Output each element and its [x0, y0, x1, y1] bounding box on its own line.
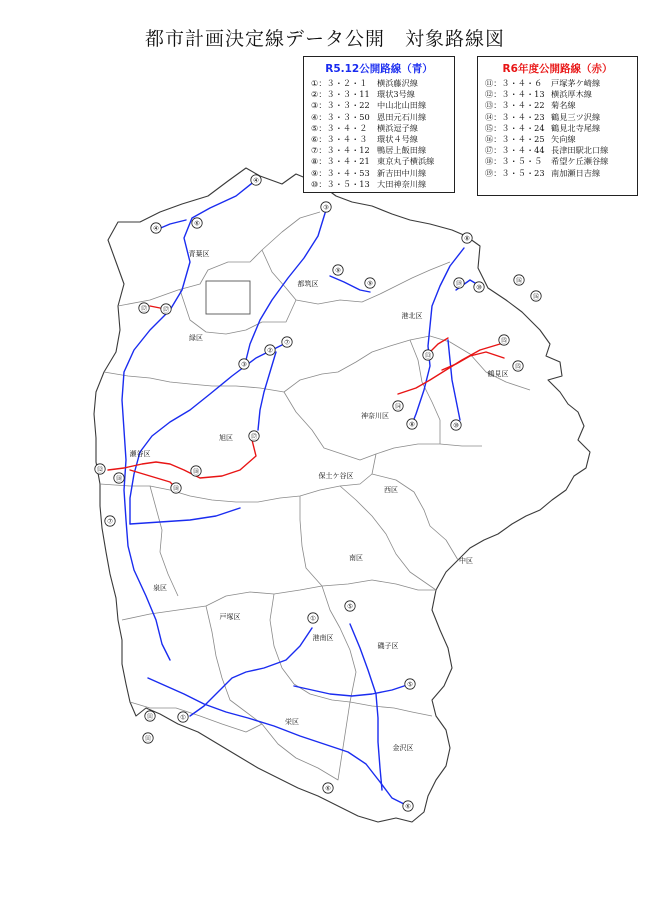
legend-route-name: 環状3号線: [377, 89, 415, 100]
legend-route-name: 希望ケ丘瀬谷線: [551, 156, 609, 167]
route-number-marker: [191, 466, 201, 476]
ward-label: 緑区: [189, 334, 203, 342]
legend-code: ⑫：３・４・13: [485, 89, 545, 100]
route-number-label: ⑤: [407, 680, 413, 689]
legend-code: ⑬：３・４・22: [485, 100, 545, 111]
route-number-marker: [249, 431, 259, 441]
route-number-label: ⑰: [250, 432, 258, 441]
route-number-marker: [403, 801, 413, 811]
legend-blue-routes: [303, 56, 455, 193]
legend-item: [485, 168, 637, 179]
route-number-label: ⑮: [500, 336, 508, 345]
route-number-marker: [239, 359, 249, 369]
legend-code: ⑭：３・４・23: [485, 111, 545, 122]
route-number-marker: [251, 175, 261, 185]
route-number-label: ①: [180, 713, 186, 722]
route-number-label: ⑩: [476, 283, 482, 292]
legend-route-name: 鶴見三ツ沢線: [551, 111, 601, 122]
legend-code: ⑰：３・４・44: [485, 145, 545, 156]
route-number-marker: [192, 218, 202, 228]
legend-route-name: 横浜厚木線: [551, 89, 592, 100]
route-number-label: ⑥: [194, 219, 200, 228]
route-number-label: ⑦: [284, 338, 290, 347]
ward-label: 中区: [459, 557, 473, 565]
route-number-label: ⑥: [325, 784, 331, 793]
route-number-marker: [145, 711, 155, 721]
route-number-marker: [308, 613, 318, 623]
legend-route-name: 菊名線: [551, 100, 576, 111]
route-number-marker: [139, 303, 149, 313]
route-number-label: ④: [253, 176, 259, 185]
route-number-label: ⑯: [515, 276, 523, 285]
legend-route-name: 鴨居上飯田線: [377, 145, 427, 156]
legend-route-name: 南加瀬日吉線: [551, 167, 601, 178]
route-number-marker: [393, 401, 403, 411]
route-number-label: ⑦: [107, 517, 113, 526]
legend-route-name: 長津田駅北口線: [551, 145, 609, 156]
legend-code: ②：３・３・11: [311, 89, 370, 100]
route-number-label: ②: [267, 346, 273, 355]
legend-item: [311, 78, 454, 89]
route-number-label: ④: [153, 224, 159, 233]
legend-item: [485, 145, 637, 156]
route-number-marker: [333, 265, 343, 275]
route-number-label: ⑰: [140, 304, 148, 313]
legend-route-name: 横浜逗子線: [377, 122, 418, 133]
route-number-label: ③: [241, 360, 247, 369]
route-number-marker: [323, 783, 333, 793]
route-number-label: ⑭: [394, 402, 402, 411]
route-number-marker: [95, 464, 105, 474]
legend-route-name: 新吉田中川線: [377, 167, 427, 178]
route-number-marker: [474, 282, 484, 292]
ward-label: 青葉区: [188, 250, 210, 258]
route-number-label: ⑱: [172, 484, 180, 493]
legend-code: ⑥：３・４・３: [311, 134, 368, 145]
legend-route-name: 戸塚茅ケ崎線: [551, 78, 601, 88]
legend-item: [311, 134, 454, 145]
route-number-label: ⑨: [335, 266, 341, 275]
route-number-marker: [151, 223, 161, 233]
ward-label: 港北区: [401, 312, 423, 320]
legend-route-name: 矢向線: [551, 134, 576, 145]
route-number-label: ⑲: [455, 279, 463, 288]
legend-red-heading: R6年度公開路線（赤）: [502, 63, 613, 75]
route-number-label: ⑮: [514, 362, 522, 371]
route-number-marker: [265, 345, 275, 355]
route-number-label: ⑪: [144, 734, 152, 743]
legend-route-name: 大田神奈川線: [377, 178, 427, 189]
ward-label: 都筑区: [297, 280, 319, 288]
route-number-label: ①: [310, 614, 316, 623]
legend-code: ⑨：３・４・53: [311, 167, 370, 178]
legend-code: ⑦：３・４・12: [311, 145, 370, 156]
page-title: 都市計画決定線データ公開 対象路線図: [144, 28, 505, 50]
route-number-marker: [499, 335, 509, 345]
legend-code: ⑪：３・４・６: [485, 78, 543, 88]
legend-item: [485, 134, 637, 145]
legend-item: [311, 179, 454, 190]
legend-route-name: 中山北山田線: [377, 100, 427, 111]
legend-item: [311, 112, 454, 123]
route-number-label: ⑫: [96, 465, 104, 474]
route-number-marker: [105, 516, 115, 526]
route-number-label: ⑯: [532, 292, 540, 301]
legend-item: [485, 100, 637, 111]
legend-blue-heading: R5.12公開路線（青）: [325, 63, 433, 75]
route-number-marker: [407, 419, 417, 429]
route-number-marker: [345, 601, 355, 611]
legend-item: [311, 89, 454, 100]
legend-code: ④：３・３・50: [311, 111, 370, 122]
ward-label: 栄区: [285, 718, 299, 726]
route-number-marker: [178, 712, 188, 722]
legend-item: [311, 100, 454, 111]
route-number-marker: [514, 275, 524, 285]
ward-label: 港南区: [312, 634, 334, 642]
route-number-label: ③: [323, 203, 329, 212]
route-number-label: ⑤: [347, 602, 353, 611]
legend-route-name: 東京丸子横浜線: [377, 156, 435, 167]
legend-item: [311, 168, 454, 179]
route-number-label: ⑧: [409, 420, 415, 429]
ward-label: 西区: [384, 486, 398, 494]
ward-label: 旭区: [219, 434, 233, 442]
legend-item: [485, 89, 637, 100]
legend-code: ①：３・２・１: [311, 78, 368, 88]
route-number-label: ⑧: [464, 234, 470, 243]
legend-blue-list: [304, 78, 454, 190]
route-number-marker: [462, 233, 472, 243]
route-number-marker: [282, 337, 292, 347]
legend-code: ③：３・３・22: [311, 100, 370, 111]
legend-code: ⑧：３・４・21: [311, 156, 370, 167]
legend-code: ⑩：３・５・13: [311, 178, 370, 189]
ward-label: 鶴見区: [487, 370, 509, 378]
ward-label: 泉区: [153, 584, 167, 592]
route-number-marker: [454, 278, 464, 288]
ward-label: 磯子区: [377, 642, 399, 650]
legend-item: [311, 145, 454, 156]
legend-route-name: 横浜藤沢線: [377, 78, 418, 88]
route-number-marker: [451, 420, 461, 430]
route-number-marker: [321, 202, 331, 212]
ward-label: 戸塚区: [219, 613, 241, 621]
ward-label: 南区: [349, 554, 363, 562]
legend-red-list: [478, 78, 637, 179]
route-number-label: ⑰: [162, 305, 170, 314]
legend-item: [485, 156, 637, 167]
legend-item: [485, 112, 637, 123]
route-number-marker: [513, 361, 523, 371]
route-number-marker: [143, 733, 153, 743]
legend-item: [485, 78, 637, 89]
ward-label: 金沢区: [392, 744, 414, 752]
route-number-marker: [531, 291, 541, 301]
legend-route-name: 環状４号線: [377, 134, 418, 145]
route-number-label: ⑩: [453, 421, 459, 430]
ward-label: 神奈川区: [361, 412, 389, 420]
legend-code: ⑤：３・４・２: [311, 122, 368, 133]
legend-route-name: 鶴見北寺尾線: [551, 122, 601, 133]
legend-code: ⑮：３・４・24: [485, 122, 545, 133]
ward-label: 保土ケ谷区: [318, 472, 354, 480]
legend-code: ⑱：３・５・５: [485, 156, 543, 167]
route-number-marker: [365, 278, 375, 288]
route-number-marker: [161, 304, 171, 314]
route-number-label: ⑱: [115, 474, 123, 483]
route-number-label: ⑱: [192, 467, 200, 476]
legend-item: [485, 123, 637, 134]
route-number-label: ⑥: [405, 802, 411, 811]
legend-red-routes: [477, 56, 638, 196]
ward-label: 瀬谷区: [129, 450, 151, 458]
route-number-label: ⑪: [146, 712, 154, 721]
route-number-marker: [114, 473, 124, 483]
legend-code: ⑲：３・５・23: [485, 167, 545, 178]
route-number-marker: [405, 679, 415, 689]
route-number-label: ⑬: [424, 351, 432, 360]
legend-code: ⑯：３・４・25: [485, 134, 545, 145]
route-number-marker: [423, 350, 433, 360]
legend-route-name: 恩田元石川線: [377, 111, 427, 122]
legend-item: [311, 123, 454, 134]
route-number-label: ⑨: [367, 279, 373, 288]
route-number-marker: [171, 483, 181, 493]
legend-item: [311, 156, 454, 167]
